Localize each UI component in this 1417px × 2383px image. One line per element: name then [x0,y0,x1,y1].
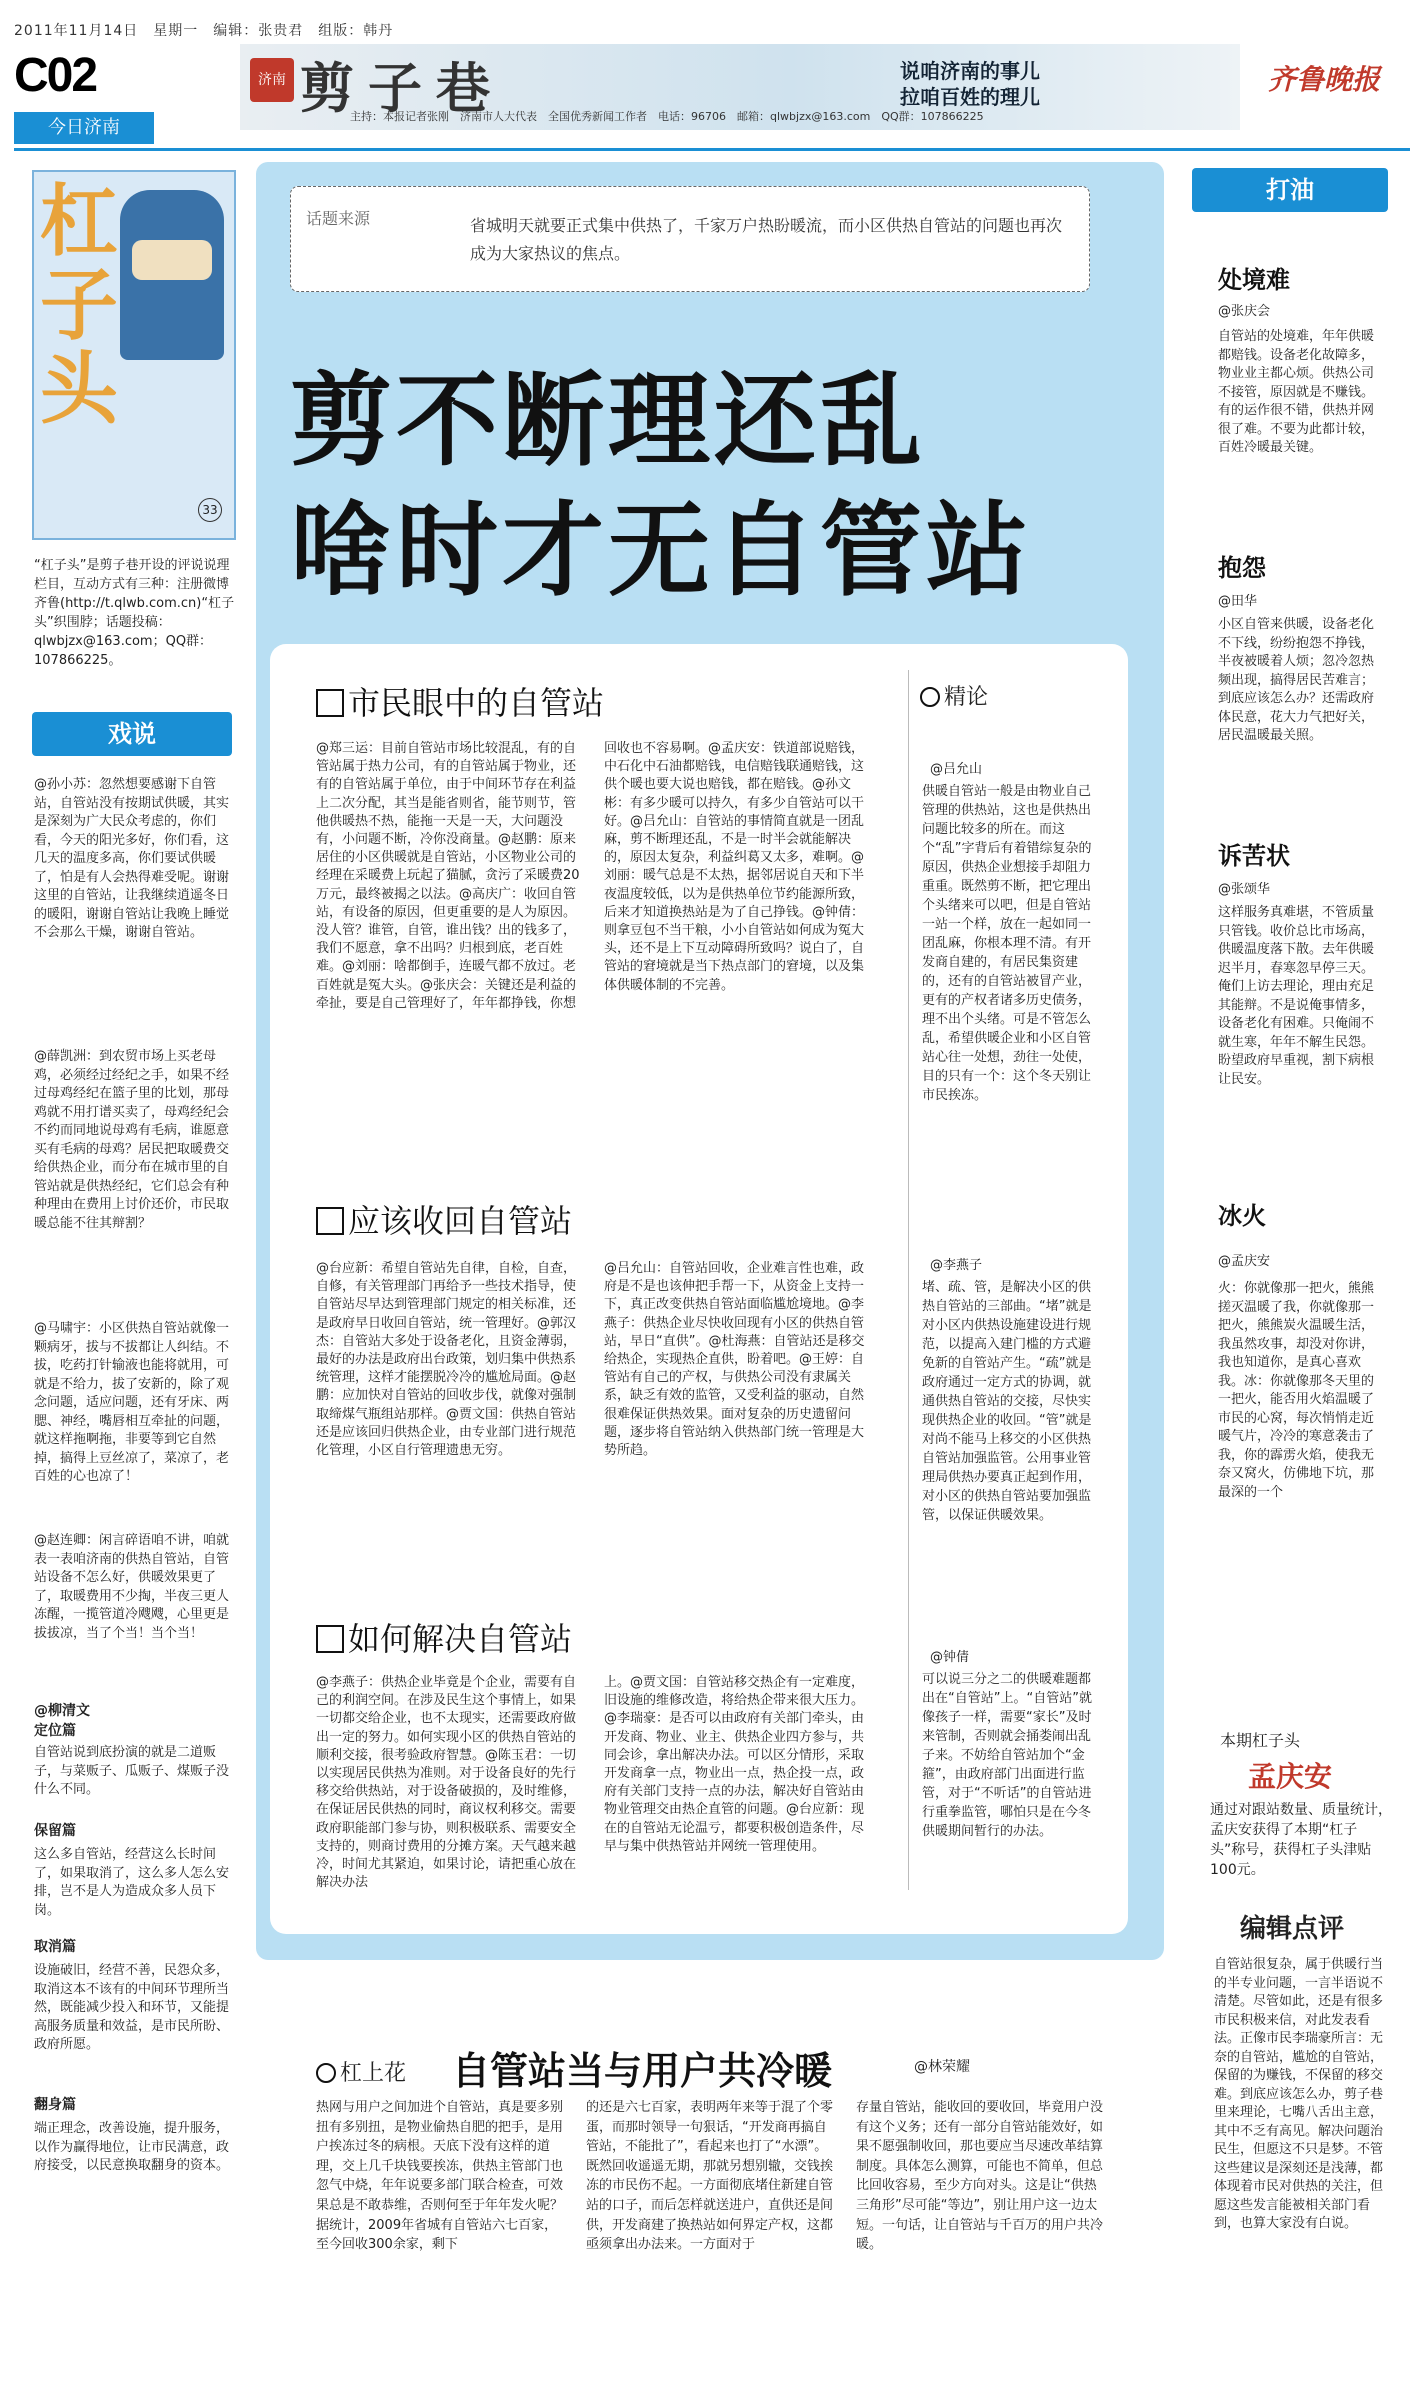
left-para-7: 设施破旧，经营不善，民怨众多，取消这本不该有的中间环节理所当然，既能减少投入和环节，又能提高服务质量和效益，是市民所盼、政府所愿。 [34,1963,230,2052]
left-sub-heading-3: 取消篇 [34,1939,76,1955]
poem-body-3: 这样服务真难堪，不管质量只管钱。收价总比市场高，供暖温度落下散。去年供暖迟半月，春寒忽早停三天。俺们上访去理论，理由充足其能辩。不是说俺事情多，设备老化有困难。只俺闹不就生寒，年年不解生民怨。盼望政府早重视，割下病根让民安。 [1218,905,1375,1087]
header-meta: 2011年11月14日 星期一 编辑：张贵君 组版：韩丹 [14,23,394,39]
poem-title-4: 冰火 [1218,1202,1266,1230]
section-1-col-b: 回收也不容易啊。@孟庆安：铁道部说赔钱，中石化中石油都赔钱，电信赔钱联通赔钱，这供个暖也要大说也赔钱，都在赔钱。@孙文彬：有多少暖可以持久，有多少自管站可以干好。@吕允山：自管站的事情简直就是一团乱麻，剪不断理还乱，不是一时半会就能解决的，原因太复杂，利益纠葛又太多，难啊。@刘丽：暖气总是不太热，据邻居说自天和下半夜温度较低，以为是供热单位节约能源所致，后来才知道换热站是为了自己挣钱。@钟倩：则拿豆包不当干粮，小小自管站如何成为冤大头，还不是上下互动障碍所致吗？说白了，自管站的窘境就是当下热点部门的窘境，以及集体供暖体制的不完善。 [604,741,865,993]
bottom-headline: 自管站当与用户共冷暖 [452,2049,833,2093]
fist-knuckles [132,240,212,280]
section-heading-3 [316,1614,572,1660]
circle-icon [316,2063,336,2083]
poem-body-4: 火：你就像那一把火，熊熊搓灭温暖了我，你就像那一把火，熊熊炭火温暖生活，我虽然攻事，却没对你讲，我也知道你，是真心喜欢我。冰：你就像那冬天里的一把火，能否用火焰温暖了市民的心窝，每次悄悄走近暖气片，冷冷的寒意袭击了我，你的霹雳火焰，使我无奈又窝火，仿佛地下坑，那最深的一个 [1218,1281,1375,1500]
column-title: 剪子巷 [300,56,504,120]
winner-text: 通过对跟站数量、质量统计，孟庆安获得了本期“杠子头”称号，获得杠子头津贴100元。 [1210,1802,1392,1878]
bottom-col-3: 存量自管站，能收回的要收回，毕竟用户没有这个义务；还有一部分自管站能效好，如果不愿强制收回，那也要应当尽速改革结算制度。具体怎么测算，可能也不简单，但总比回收容易，至少方向对头。这是让“供热三角形”尽可能“等边”，别让用户这一边太短。一句话，让自管站与千百万的用户共冷暖。 [856,2100,1104,2253]
section-heading-1-text: 市民眼中的自管站 [348,684,605,722]
host-info: 主持：本报记者张刚 济南市人大代表 全国优秀新闻工作者 电话：96706 邮箱：qlwbjzx@163.com QQ群：107866225 [350,110,984,123]
poem-author-3: @张颂华 [1218,882,1271,897]
jinglun-para-3: 可以说三分之二的供暖难题都出在“自管站”上。“自管站”就像孩子一样，需要“家长”及时来管制，否则就会捅娄闹出乱子来。不妨给自管站加个“金箍”，由政府部门出面进行监管，对于“不听话”的自管站进行重拳监管，哪怕只是在今冬供暖期间暂行的办法。 [922,1672,1092,1839]
section-2-col-b: @吕允山：自管站回收，企业难言性也难，政府是不是也该伸把手帮一下，从资金上支持一下，真正改变供热自管站面临尴尬境地。@李燕子：供热企业尽快收回现有小区的供热自管站，早日“直供”。@杜海燕：自管站还是移交给热企，实现热企直供，盼着吧。@王婷：自管站有自己的产权，与供热公司没有隶属关系，缺乏有效的监管，又受利益的驱动，自然很难保证供热效果。面对复杂的历史遗留问题，逐步将自管站纳入供热部门统一管理是大势所趋。 [604,1261,865,1459]
section-heading-3-text: 如何解决自管站 [348,1620,573,1658]
left-para-5: 自管站说到底扮演的就是二道贩子，与菜贩子、瓜贩子、煤贩子没什么不同。 [34,1745,230,1797]
left-para-8: 端正理念，改善设施，提升服务，以作为赢得地位，让市民满意，政府接受，以民意换取翻身的资本。 [34,2121,230,2173]
page-number: C02 [14,49,97,102]
left-sub-heading-1: 定位篇 [34,1723,76,1739]
poem-body-1: 自管站的处境难，年年供暖都赔钱。设备老化故障多，物业业主都心烦。供热公司不接管，原因就是不赚钱。有的运作很不错，供热并网很了难。不要为此都计较，百姓冷暖最关键。 [1218,329,1375,455]
winner-name: 孟庆安 [1248,1760,1333,1793]
seal-logo: 济南 [250,58,294,102]
left-para-2: @薛凯洲：到农贸市场上买老母鸡，必须经过经纪之手，如果不经过母鸡经纪在篮子里的比划，那母鸡就不用打谱买卖了，母鸡经纪会不约而同地说母鸡有毛病，谁愿意买有毛病的母鸡？居民把取暖费交给供热企业，而分布在城市里的自管站就是供热经纪，它们总会有种种理由在费用上讨价还价，市民取暖总能不往其辩割？ [34,1049,230,1231]
bottom-column-label-text: 杠上花 [340,2061,407,2086]
left-para-6: 这么多自管站，经营这么长时间了，如果取消了，这么多人怎么安排，岂不是人为造成众多人员下岗。 [34,1847,230,1918]
winner-heading: 本期杠子头 [1220,1731,1301,1750]
headline-line-2: 啥时才无自管站 [290,492,1032,611]
section-label: 今日济南 [14,112,154,144]
left-sub-heading-4: 翻身篇 [34,2097,76,2113]
poem-author-4: @孟庆安 [1218,1254,1271,1269]
jinglun-para-1: 供暖自管站一般是由物业自己管理的供热站，这也是供热出问题比较多的所在。而这个“乱”字背后有着错综复杂的原因，供热企业想接手却阻力重重。既然剪不断，把它理出个头绪来可以吧，但是自管站一站一个样，放在一起如同一团乱麻，你根本理不清。有开发商自建的，有居民集资建的，还有的自管站被冒产业，更有的产权者诸多历史债务，理不出个头绪。可是不管怎么乱，希望供暖企业和小区自管站心往一处想，劲往一处使，目的只有一个：这个冬天别让市民挨冻。 [922,784,1092,1103]
jinglun-author-3: @钟倩 [930,1650,970,1665]
jinglun-heading-text: 精论 [944,685,989,710]
section-heading-2 [316,1196,572,1242]
left-para-3: @马啸宇：小区供热自管站就像一颗病牙，拔与不拔都让人纠结。不拔，吃药打针输液也能将就用，可就是不给力，拔了安新的，除了观念问题，适应问题，还有牙床、两腮、神经，嘴唇相互牵扯的问题，就这样拖啊拖，非要等到它自然掉，搞得上豆丝凉了，菜凉了，老百姓的心也凉了！ [34,1321,230,1484]
section-1-col-a: @郑三运：目前自管站市场比较混乱，有的自管站属于热力公司，有的自管站属于物业，还有的自管站属于单位，由于中间环节存在利益上二次分配，其当是能省则省，能节则节，管他供暖热不热，能拖一天是一天，大问题没有，小问题不断，冷你没商量。@赵鹏：原来居住的小区供暖就是自管站，小区物业公司的经理在采暖费上玩起了猫腻，贪污了采暖费20万元，最终被揭之以法。@高庆广：收回自管站，有设备的原因，但更重要的是人为原因。没人管？谁管，自管，谁出钱？出的钱多了，我们不愿意，拿不出吗？归根到底，老百姓难。@刘丽：啥都倒手，连暖气都不放过。老百姓就是冤大头。@张庆会：关键还是利益的牵扯，要是自己管理好了，年年都挣钱，你想 [316,741,580,1011]
slogan [900,58,1040,110]
jinglun-author-2: @李燕子 [930,1258,983,1273]
left-para-1: @孙小苏：忽然想要感谢下自管站，自管站没有按期试供暖，其实是深刻为广大民众考虑的，你们看，今天的阳光多好，你们看，这几天的温度多高，你们要试供暖了，怕是有人会热得难受呢。谢谢这里的自管站，让我继续逍遥冬日的暖阳，谢谢自管站让我晚上睡觉不会那么干燥，谢谢自管站。 [34,777,230,940]
bottom-col-1: 热网与用户之间加进个自管站，真是要多别扭有多别扭，是物业偷热自肥的把手，是用户挨冻过冬的病根。天底下没有这样的道理，交上几千块钱要挨冻，供热主管部门也忽气中烧，年年说要多部门联合检查，可效果总是不敢恭维，否则何至于年年发火呢？据统计，2009年省城有自管站六七百家，至今回收300余家，剩下 [316,2100,564,2253]
bottom-col-2: 的还是六七百家，表明两年来等于混了个零蛋，而那时领导一句狠话，“开发商再搞自管站，不能批了”，看起来也打了“水漂”。既然回收遥遥无期，那就另想别辙，交钱挨冻的市民伤不起。一方面彻底堵住新建自管站的口子，而后怎样就送进户，直供还是间供，开发商建了换热站如何界定产权，这都亟须拿出办法来。一方面对于 [586,2100,834,2253]
checkbox-icon [316,689,344,717]
column-intro: “杠子头”是剪子巷开设的评说说理栏目，互动方式有三种：注册微博齐鲁(http://t.qlwb.com.cn)“杠子头”织围脖；话题投稿：qlwbjzx@163.com；QQ群：107866225。 [34,558,235,668]
poem-author-2: @田华 [1218,594,1258,609]
section-heading-2-text: 应该收回自管站 [348,1202,573,1240]
slogan-line-1: 说咱济南的事儿 [900,59,1040,83]
bottom-column-label [316,2056,406,2087]
column-divider [908,670,909,1890]
jinglun-para-2: 堵、疏、管，是解决小区的供热自管站的三部曲。“堵”就是对小区内供热设施建设进行规范，以提高入建门槛的方式避免新的自管站产生。“疏”就是政府通过一定方式的协调，就通供热自管站的交接，尽快实现供热企业的收回。“管”就是对尚不能马上移交的小区供热自管站加强监管。公用事业管理局供热办要真正起到作用，对小区的供热自管站要加强监管，以保证供暖效果。 [922,1280,1092,1523]
left-author: @柳清文 [34,1703,90,1719]
topic-label: 话题来源 [306,209,371,228]
poem-title-2: 抱怨 [1218,554,1266,582]
slogan-line-2: 拉咱百姓的理儿 [900,85,1040,109]
section-3-col-b: 上。@贾文国：自管站移交热企有一定难度，旧设施的维修改造，将给热企带来很大压力。@李瑞豪：是否可以由政府有关部门牵头，由开发商、物业、业主、供热企业四方参与，共同会诊，拿出解决办法。可以区分情形，采取开发商拿一点，物业出一点，热企投一点，政府有关部门支持一点的办法，解决好自管站由物业管理交由热企直管的问题。@台应新：现在的自管站无论温亏，都要积极创造条件，尽早与集中供热管站并网统一管理使用。 [604,1675,865,1854]
poem-author-1: @张庆会 [1218,304,1271,319]
topic-text: 省城明天就要正式集中供热了，千家万户热盼暖流，而小区供热自管站的问题也再次成为大家热议的焦点。 [470,216,1063,263]
header-rule [14,148,1410,151]
tab-dayou: 打油 [1192,168,1388,212]
checkbox-icon [316,1625,344,1653]
jinglun-author-1: @吕允山 [930,762,983,777]
ganzi-title: 杠子头 [40,176,119,435]
circle-icon [920,687,940,707]
poem-title-1: 处境难 [1218,266,1290,294]
tab-xishuo: 戏说 [32,712,232,756]
section-3-col-a: @李燕子：供热企业毕竟是个企业，需要有自己的利润空间。在涉及民生这个事情上，如果一切都交给企业，也不太现实，还需要政府做出一定的努力。如何实现小区的供热自管站的顺利交接，很考验政府智慧。@陈玉君：一切以实现居民供热为准则。对于设备良好的先行移交给供热站，对于设备破损的，及时维修，在保证居民供热的同时，商议权利移交。需要政府职能部门参与协，则积极联系、需要安全支持的，则商讨费用的分摊方案。天气越来越冷，时间尤其紧迫，如果讨论，请把重心放在解决办法 [316,1675,577,1891]
brand-logo: 齐鲁晚报 [1268,63,1381,96]
issue-number: 33 [198,498,222,522]
left-para-4: @赵连卿：闲言碎语咱不讲，咱就表一表咱济南的供热自管站，自管站设备不怎么好，供暖效果更了了，取暖费用不少掏，半夜三更人冻醒，一揽管道冷飕飕，心里更是拔拔凉，当了个当！当个当！ [34,1533,230,1641]
section-heading-1 [316,678,604,724]
section-2-col-a: @台应新：希望自管站先自律，自检，自查，自修，有关管理部门再给予一些技术指导，使自管站尽早达到管理部门规定的相关标准，还是政府早日收回自管站，统一管理好。@郭汉杰：自管站大多处于设备老化，且资金薄弱，最好的办法是政府出台政策，划归集中供热系统管理，这样才能摆脱冷冷的尴尬局面。@赵鹏：应加快对自管站的回收步伐，就像对强制取缔煤气瓶组站那样。@贾文国：供热自管站还是应该回归供热企业，由专业部门进行规范化管理，小区自行管理遗患无穷。 [316,1261,577,1459]
jinglun-heading [920,680,988,711]
left-sub-heading-2: 保留篇 [34,1823,76,1839]
bottom-byline: @林荣耀 [914,2059,970,2075]
checkbox-icon [316,1207,344,1235]
poem-body-2: 小区自管来供暖，设备老化不下线，纷纷抱怨不挣钱，半夜被暖着人烦；忽冷忽热频出现，搞得居民苦难言；到底应该怎么办？还需政府体民意，花大力气把好关，居民温暖最关照。 [1218,617,1375,743]
poem-title-3: 诉苦状 [1218,842,1290,870]
editor-comment-heading: 编辑点评 [1240,1914,1345,1944]
editor-comment: 自管站很复杂，属于供暖行当的半专业问题，一言半语说不清楚。尽管如此，还是有很多市民积极来信，对此发表看法。正像市民李瑞豪所言：无奈的自管站，尴尬的自管站，保留的为赚钱，不保留的移交难。到底应该怎么办，剪子巷里来理论，七嘴八舌出主意，其中不乏有高见。解决问题治民生，但愿这不只是梦。不管这些建议是深刻还是浅薄，都体现着市民对供热的关注，但愿这些发言能被相关部门看到，也算大家没有白说。 [1214,1957,1384,2231]
headline-line-1: 剪不断理还乱 [290,362,926,481]
